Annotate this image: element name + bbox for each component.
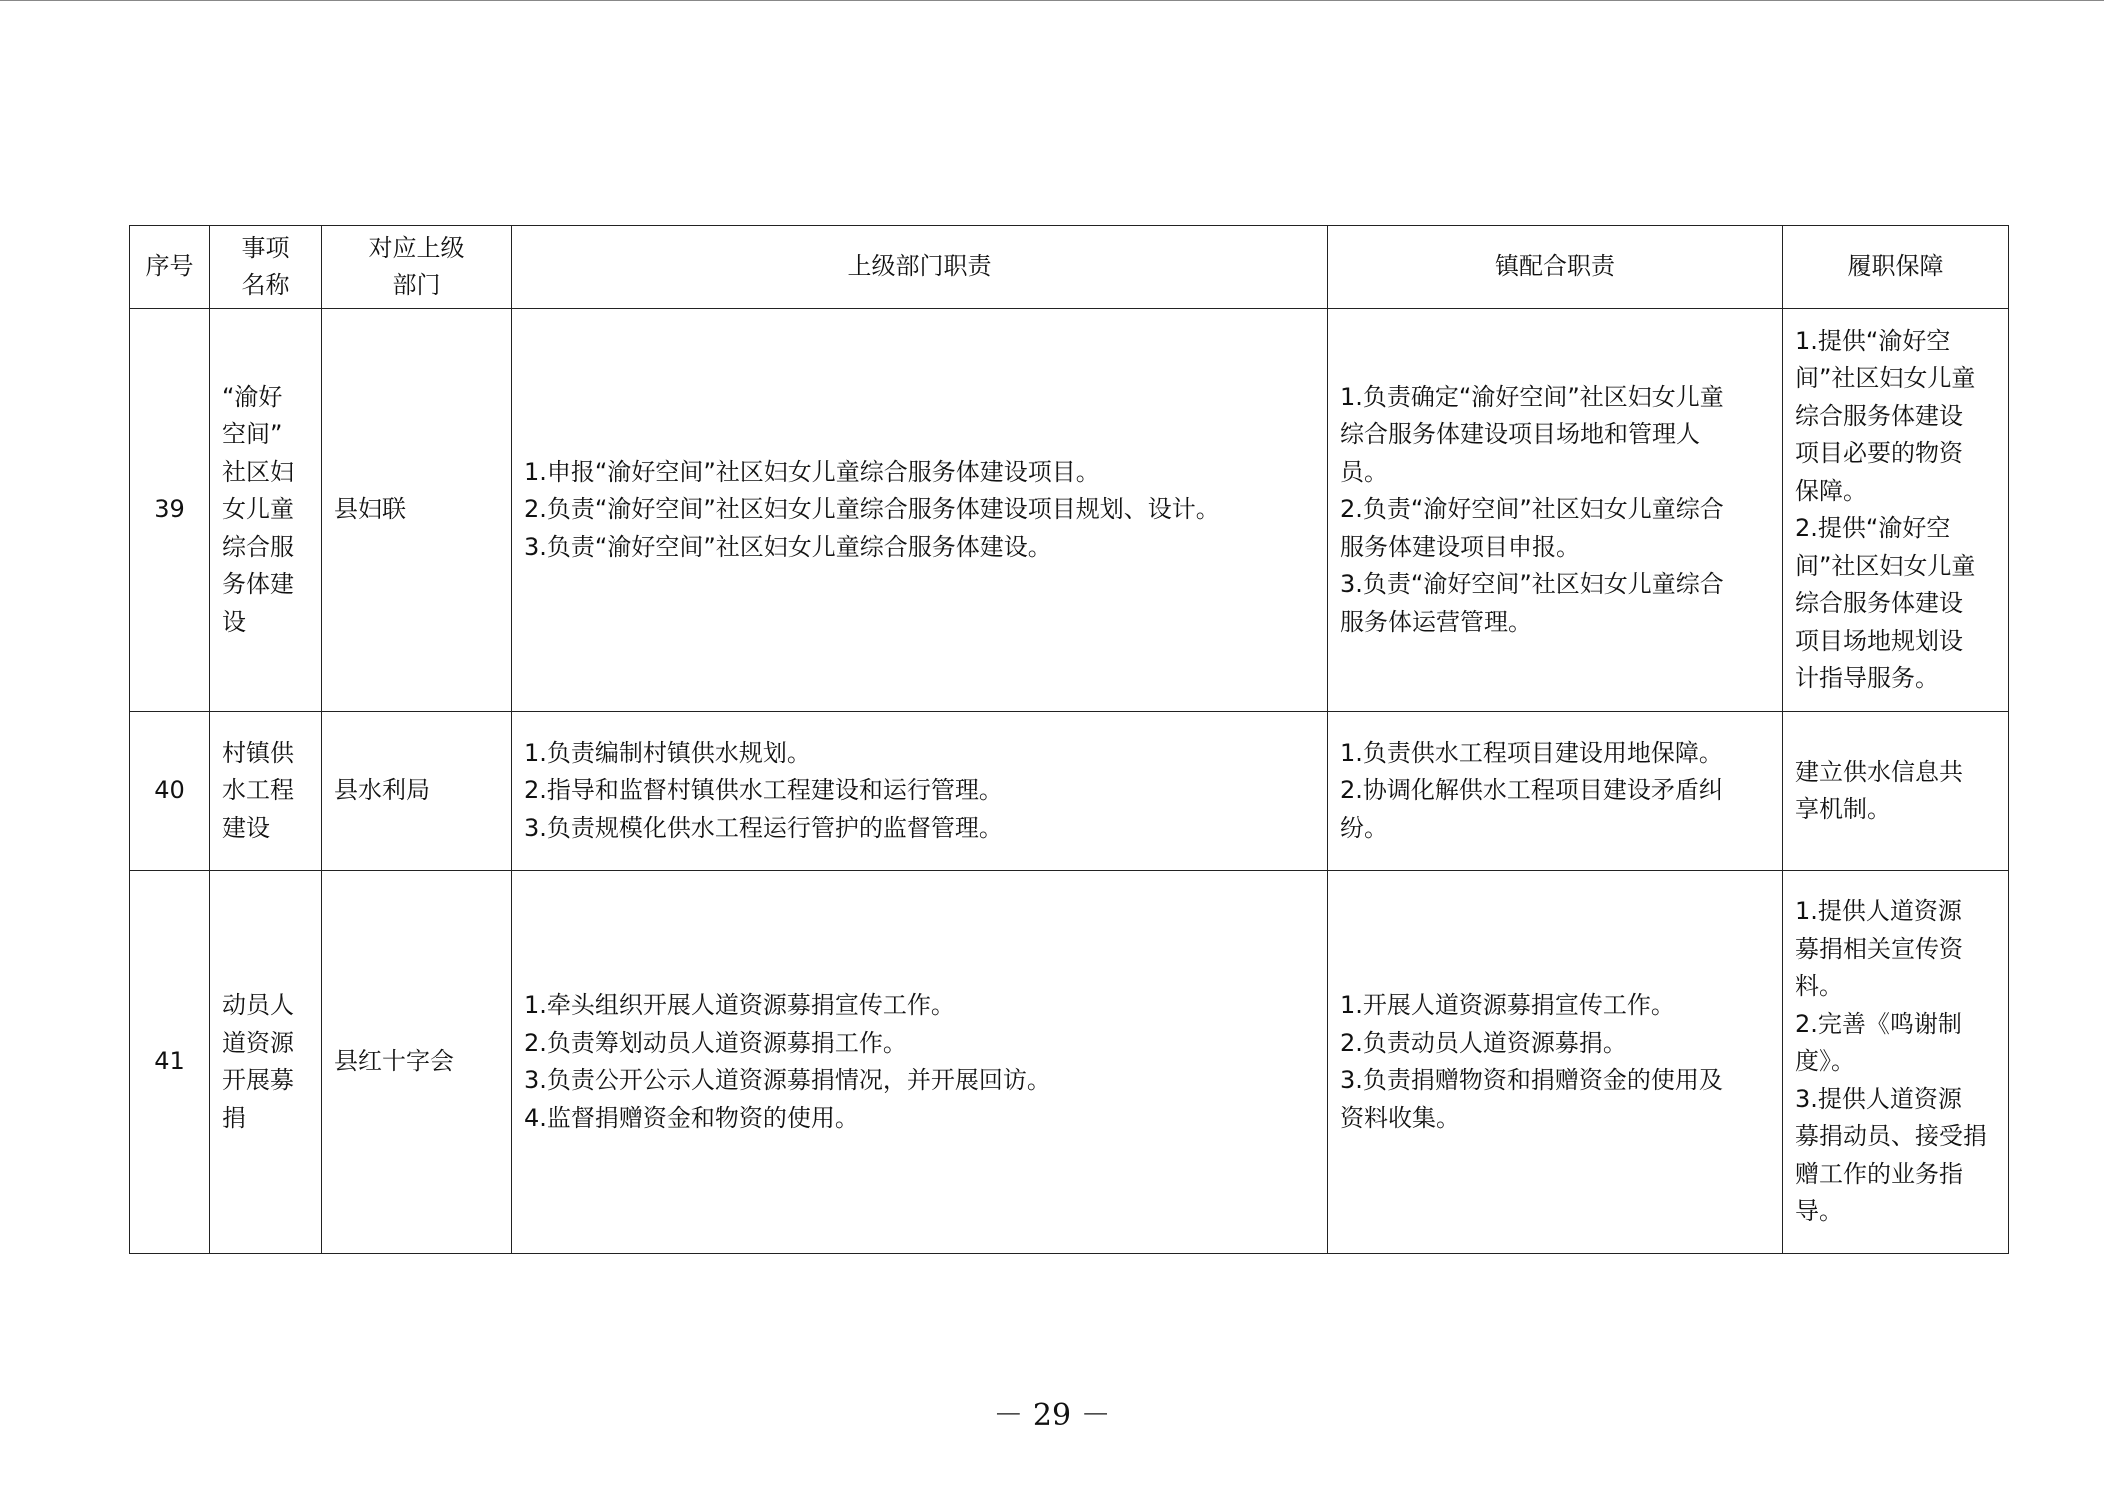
cell-dept: 县水利局	[322, 712, 512, 871]
cell-upper-duty: 1.牵头组织开展人道资源募捐宣传工作。 2.负责筹划动员人道资源募捐工作。 3.负责公开公示人道资源募捐情况，并开展回访。 4.监督捐赠资金和物资的使用。	[512, 871, 1328, 1254]
header-guarantee: 履职保障	[1783, 226, 2009, 309]
cell-item: 动员人 道资源 开展募 捐	[210, 871, 322, 1254]
page-top-border	[0, 0, 2104, 1]
table-row	[130, 712, 2009, 871]
header-item: 事项 名称	[210, 226, 322, 309]
cell-dept: 县红十字会	[322, 871, 512, 1254]
cell-town-duty: 1.负责供水工程项目建设用地保障。 2.协调化解供水工程项目建设矛盾纠 纷。	[1328, 712, 1783, 871]
cell-no: 40	[130, 712, 210, 871]
cell-guarantee: 建立供水信息共 享机制。	[1783, 712, 2009, 871]
table-row	[130, 309, 2009, 712]
page-number: － 29 －	[993, 1398, 1111, 1433]
cell-upper-duty: 1.负责编制村镇供水规划。 2.指导和监督村镇供水工程建设和运行管理。 3.负责规模化供水工程运行管护的监督管理。	[512, 712, 1328, 871]
cell-town-duty: 1.负责确定“渝好空间”社区妇女儿童 综合服务体建设项目场地和管理人 员。 2.负责“渝好空间”社区妇女儿童综合 服务体建设项目申报。 3.负责“渝好空间”社区妇女儿童综合 服务体运营管理。	[1328, 309, 1783, 712]
table-row	[130, 871, 2009, 1254]
cell-no: 41	[130, 871, 210, 1254]
cell-upper-duty: 1.申报“渝好空间”社区妇女儿童综合服务体建设项目。 2.负责“渝好空间”社区妇女儿童综合服务体建设项目规划、设计。 3.负责“渝好空间”社区妇女儿童综合服务体建设。	[512, 309, 1328, 712]
cell-no: 39	[130, 309, 210, 712]
cell-guarantee: 1.提供人道资源 募捐相关宣传资 料。 2.完善《鸣谢制 度》。 3.提供人道资源 募捐动员、接受捐 赠工作的业务指 导。	[1783, 871, 2009, 1254]
header-no: 序号	[130, 226, 210, 309]
duty-table	[129, 225, 2009, 1254]
cell-item: “渝好 空间” 社区妇 女儿童 综合服 务体建 设	[210, 309, 322, 712]
cell-dept: 县妇联	[322, 309, 512, 712]
cell-item: 村镇供 水工程 建设	[210, 712, 322, 871]
cell-town-duty: 1.开展人道资源募捐宣传工作。 2.负责动员人道资源募捐。 3.负责捐赠物资和捐赠资金的使用及 资料收集。	[1328, 871, 1783, 1254]
header-town-duty: 镇配合职责	[1328, 226, 1783, 309]
table-header-row	[130, 226, 2009, 309]
header-upper-duty: 上级部门职责	[512, 226, 1328, 309]
header-dept: 对应上级 部门	[322, 226, 512, 309]
cell-guarantee: 1.提供“渝好空 间”社区妇女儿童 综合服务体建设 项目必要的物资 保障。 2.提供“渝好空 间”社区妇女儿童 综合服务体建设 项目场地规划设 计指导服务。	[1783, 309, 2009, 712]
